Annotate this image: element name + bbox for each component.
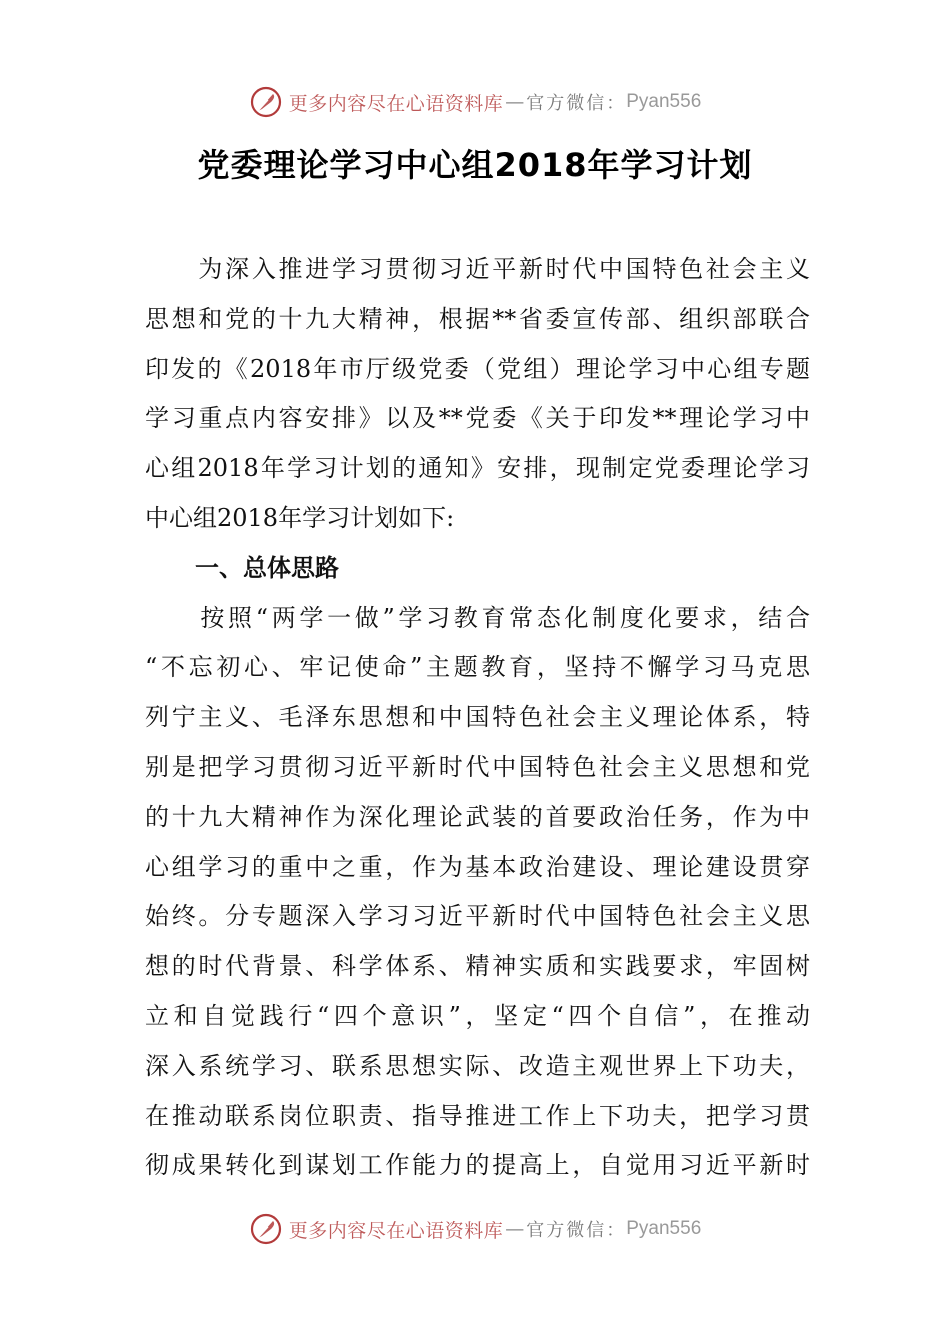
document-body: [145, 245, 810, 1191]
quill-logo-icon: [249, 1212, 283, 1246]
banner-dash: —: [505, 91, 525, 113]
paragraph-line: 别是把学习贯彻习近平新时代中国特色社会主义思想和党: [145, 752, 810, 781]
paragraph-line: 立和自觉践行“四个意识”，坚定“四个自信”，在推动: [145, 1001, 810, 1030]
paragraph-line: 的十九大精神作为深化理论武装的首要政治任务，作为中: [145, 802, 810, 831]
banner-wechat-label: 官方微信：: [526, 1220, 627, 1241]
paragraph-line: 深入系统学习、联系思想实际、改造主观世界上下功夫，: [145, 1051, 810, 1080]
quill-logo-icon: [249, 85, 283, 119]
paragraph-line: 思想和党的十九大精神，根据**省委宣传部、组织部联合: [145, 304, 810, 333]
paragraph-line: 始终。分专题深入学习习近平新时代中国特色社会主义思: [145, 902, 810, 931]
banner-text: 更多内容尽在心语资料库: [288, 1219, 504, 1242]
banner-dash: —: [505, 1218, 525, 1240]
banner-wechat-label: 官方微信：: [526, 93, 627, 114]
paragraph-line: 彻成果转化到谋划工作能力的提高上，自觉用习近平新时: [145, 1151, 810, 1180]
header-banner: [0, 82, 950, 122]
banner-wechat-id: Pyan556: [626, 91, 702, 112]
paragraph-line: 列宁主义、毛泽东思想和中国特色社会主义理论体系，特: [145, 703, 810, 732]
banner-text: 更多内容尽在心语资料库: [288, 92, 504, 115]
paragraph-line: 心组2018年学习计划的通知》安排，现制定党委理论学习: [145, 454, 810, 483]
paragraph-line: 想的时代背景、科学体系、精神实质和实践要求，牢固树: [145, 952, 810, 981]
paragraph-line: 印发的《2018年市厅级党委（党组）理论学习中心组专题: [145, 354, 810, 383]
paragraph-line: 中心组2018年学习计划如下:: [145, 503, 455, 532]
paragraph-line: “不忘初心、牢记使命”主题教育，坚持不懈学习马克思: [145, 653, 810, 682]
footer-banner: [0, 1209, 950, 1249]
banner-wechat-id: Pyan556: [626, 1218, 702, 1239]
paragraph-line: 心组学习的重中之重，作为基本政治建设、理论建设贯穿: [145, 852, 810, 881]
section-heading: 一、总体思路: [195, 553, 339, 582]
paragraph-line: 在推动联系岗位职责、指导推进工作上下功夫，把学习贯: [145, 1101, 810, 1130]
document-title: 党委理论学习中心组2018年学习计划: [197, 146, 753, 184]
paragraph-line: 为深入推进学习贯彻习近平新时代中国特色社会主义: [145, 255, 810, 283]
paragraph-line: 按照“两学一做”学习教育常态化制度化要求，结合: [145, 603, 810, 632]
paragraph-line: 学习重点内容安排》以及**党委《关于印发**理论学习中: [145, 404, 810, 433]
